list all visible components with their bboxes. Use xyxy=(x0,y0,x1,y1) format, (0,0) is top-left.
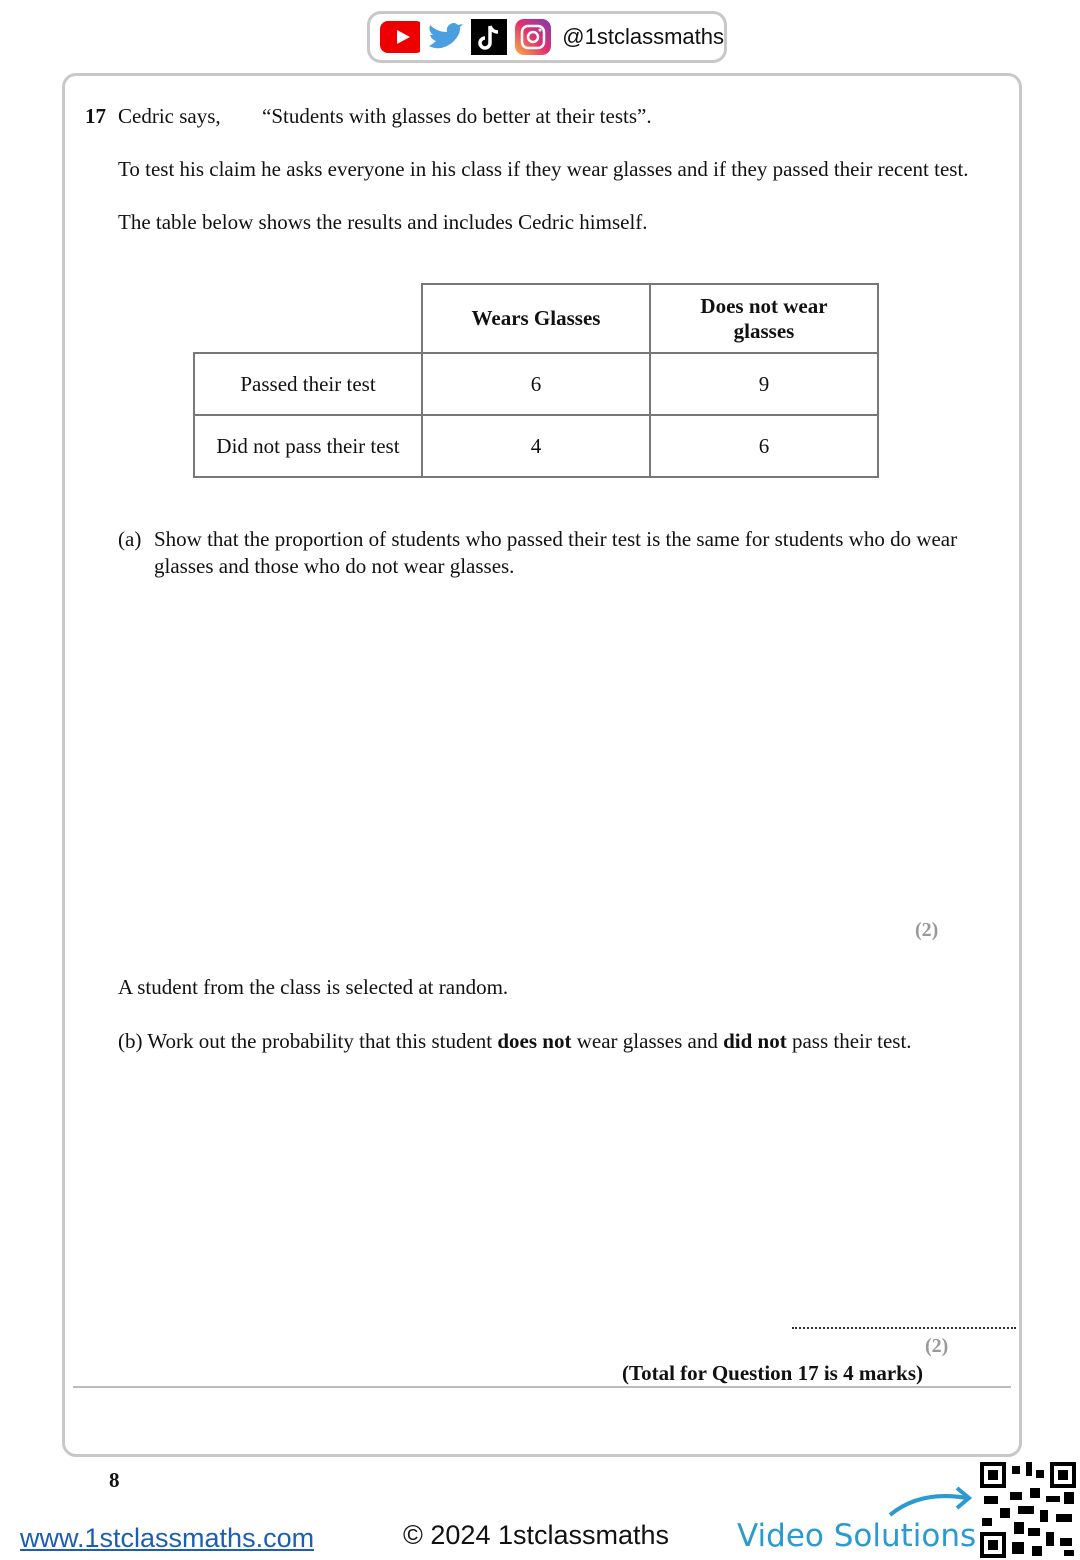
question-line-3: The table below shows the results and includes Cedric himself. xyxy=(118,210,648,234)
table-row xyxy=(194,353,878,415)
col-header: Wears Glasses xyxy=(422,284,650,353)
intro-lead: Cedric says, xyxy=(118,104,221,128)
cell: 6 xyxy=(422,353,650,415)
random-selection-text: A student from the class is selected at random. xyxy=(118,975,509,999)
total-marks: (Total for Question 17 is 4 marks) xyxy=(622,1361,924,1385)
qr-code-icon[interactable] xyxy=(980,1462,1076,1558)
question-frame xyxy=(62,73,1022,1457)
col-header: Does not wear glasses xyxy=(650,284,878,353)
answer-line[interactable] xyxy=(792,1327,1016,1329)
emphasis: did not xyxy=(723,1029,787,1053)
twitter-icon[interactable] xyxy=(426,19,464,55)
part-a-marks: (2) xyxy=(915,919,939,941)
part-a-label: (a) xyxy=(118,527,142,551)
row-label: Passed their test xyxy=(194,353,422,415)
part-a-text-2: glasses and those who do not wear glasses. xyxy=(154,554,515,578)
social-bar xyxy=(367,11,727,63)
part-b-marks: (2) xyxy=(925,1335,949,1357)
social-handle: @1stclassmaths xyxy=(562,24,724,49)
website-link[interactable]: www.1stclassmaths.com xyxy=(20,1523,315,1553)
text: (b) Work out the probability that this student xyxy=(118,1029,498,1053)
results-table xyxy=(193,283,879,478)
youtube-icon[interactable] xyxy=(380,19,420,55)
text: wear glasses and xyxy=(571,1029,724,1053)
instagram-icon[interactable] xyxy=(514,19,552,55)
cell: 6 xyxy=(650,415,878,477)
cell: 4 xyxy=(422,415,650,477)
arrow-icon xyxy=(885,1480,975,1520)
question-line-2: To test his claim he asks everyone in his class if they wear glasses and if they passed their recent test. xyxy=(118,157,969,181)
page-number: 8 xyxy=(109,1468,120,1492)
claim-quote: “Students with glasses do better at their tests”. xyxy=(262,104,652,128)
table-row xyxy=(194,415,878,477)
cell: 9 xyxy=(650,353,878,415)
copyright: © 2024 1stclassmaths xyxy=(403,1520,670,1550)
part-b-text xyxy=(118,1029,912,1054)
part-a-text: Show that the proportion of students who passed their test is the same for students who do wear xyxy=(154,527,958,551)
divider xyxy=(73,1386,1011,1388)
emphasis: does not xyxy=(497,1029,572,1053)
question-number: 17 xyxy=(85,104,106,128)
video-solutions-label[interactable]: Video Solutions xyxy=(737,1518,977,1554)
tiktok-icon[interactable] xyxy=(470,19,508,55)
text: pass their test. xyxy=(786,1029,912,1053)
row-label: Did not pass their test xyxy=(194,415,422,477)
